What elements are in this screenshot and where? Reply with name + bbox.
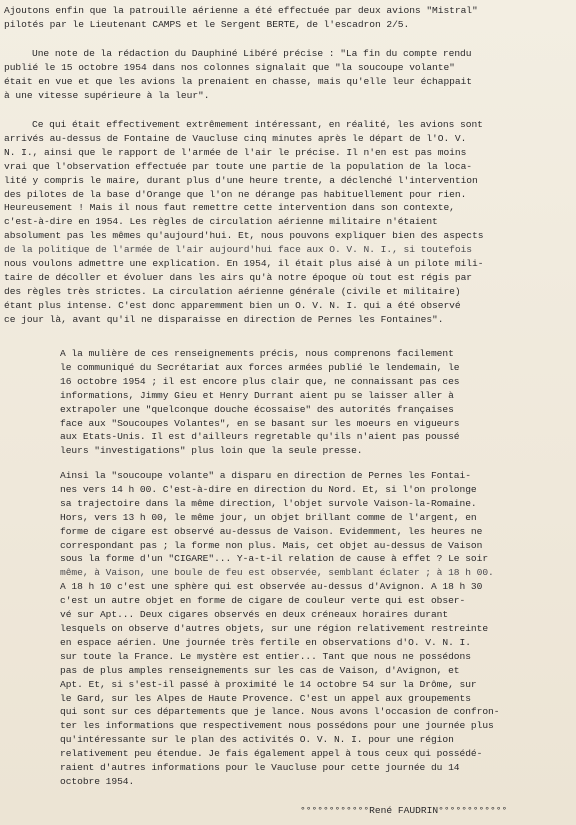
paragraph-dauphine-note [4,47,472,103]
text-line: pas de plus amples renseignements sur les cas de Vaison, d'Avignon, et [60,664,460,676]
text-line: lesquels on observe d'autres objets, sur une région relativement restreinte [60,622,489,634]
text-line: octobre 1954. [60,775,135,787]
text-line: des règles très strictes. La circulation aérienne générale (civile et militaire) [4,285,461,297]
author-signature: °°°°°°°°°°°°René FAUDRIN°°°°°°°°°°°° [300,805,508,816]
text-line: pilotés par le Lieutenant CAMPS et le Sergent BERTE, de l'escadron 2/5. [4,18,410,30]
text-line: lité y compris le maire, durant plus d'une heure trente, a déclenché l'intervention [4,174,478,186]
text-line: face aux "Soucoupes Volantes", en se basant sur les moeurs en vigueurs [60,417,460,429]
text-line: nes vers 14 h 00. C'est-à-dire en direction du Nord. Et, si l'on prolonge [60,483,477,495]
text-line: Une note de la rédaction du Dauphiné Libéré précise : "La fin du compte rendu [32,48,472,59]
text-line: des pilotes de la base d'Orange que l'on ne dérange pas habituellement pour rien. [4,188,467,200]
text-line: A la mulière de ces renseignements précis, nous comprenons facilement [60,348,454,359]
text-line: qui sont sur ces départements que je lance. Nous avons l'occasion de confron- [60,706,500,718]
text-line: nous voulons admettre une explication. En 1954, il était plus aisé à un pilote mili- [4,258,484,270]
text-line: en espace aérien. Une journée très fertile en observations d'O. V. N. I. [60,636,471,648]
text-line: raient d'autres informations pour le Vaucluse pour cette journée du 14 [60,762,460,774]
text-line: leurs "investigations" plus loin que la seule presse. [60,445,363,457]
text-line: aux Etats-Unis. Il est d'ailleurs regretable qu'ils n'aient pas poussé [60,431,460,443]
text-line: Hors, vers 13 h 00, le même jour, un objet brillant comme de l'argent, en [60,511,477,523]
text-line: Ce qui était effectivement extrêmement intéressant, en réalité, les avions sont [32,119,483,130]
text-line: A 18 h 10 c'est une sphère qui est observée au-dessus d'Avignon. A 18 h 30 [60,581,483,593]
text-line: le communiqué du Secrétariat aux forces armées publié le lendemain, le [60,361,460,373]
paragraph-patrol [4,4,478,32]
paragraph-trajectory [60,469,499,789]
text-line: extrapoler une "quelconque douche écossaise" des autorités françaises [60,403,454,415]
text-line: sous la forme d'un "CIGARE"... Y-a-t-il relation de cause à effet ? Le soir [60,553,489,565]
text-line: Apt. Et, si s'est-il passé à proximité le 14 octobre 54 sur la Drôme, sur [60,678,477,690]
text-line: Ainsi la "soucoupe volante" a disparu en direction de Pernes les Fontai- [60,470,471,481]
text-line: 16 octobre 1954 ; il est encore plus clair que, ne connaissant pas ces [60,375,460,387]
text-line: arrivés au-dessus de Fontaine de Vaucluse cinq minutes après le départ de l'O. V. [4,132,467,144]
text-line: absolument pas les mêmes qu'aujourd'hui. Et, nous pouvons expliquer bien des aspects [4,230,484,242]
text-line: c'est un autre objet en forme de cigare de couleur verte qui est obser- [60,595,466,607]
text-line: sur toute la France. Le mystère est entier... Tant que nous ne possédons [60,650,471,662]
text-line: ter les informations que respectivement nous possédons pour une journée plus [60,720,494,732]
paragraph-analysis [4,118,483,327]
text-line: N. I., ainsi que le rapport de l'armée de l'air le précise. Il n'en est pas moins [4,146,467,158]
text-line: qu'intéressante sur le plan des activités O. V. N. I. pour une région [60,734,454,746]
text-line: de la politique de l'armée de l'air aujourd'hui face aux O. V. N. I., si toutefois [4,244,472,256]
text-line: publié le 15 octobre 1954 dans nos colonnes signalait que "la soucoupe volante" [4,61,455,73]
text-line: à une vitesse supérieure à la leur". [4,89,210,101]
text-line: étant plus intense. C'est donc apparemment bien un O. V. N. I. qui a été observé [4,299,461,311]
text-line: vrai que l'observation effectuée par toute une partie de la population de la loca- [4,160,472,172]
text-line: ce jour là, avant qu'il ne disparaisse en direction de Pernes les Fontaines". [4,313,444,325]
text-line: c'est-à-dire en 1954. Les règles de circulation aérienne militaire n'étaient [4,216,438,228]
paragraph-communique [60,347,460,458]
text-line: était en vue et que les avions la prenaient en chasse, mais qu'elle leur échappait [4,75,472,87]
text-line: le Gard, sur les Alpes de Haute Provence. C'est un appel aux groupements [60,692,471,704]
text-line: vé sur Apt... Deux cigares observés en deux créneaux horaires durant [60,609,449,621]
text-line: même, à Vaison, une boule de feu est observée, semblant éclater ; à 18 h 00. [60,567,494,579]
text-line: relativement peu étendue. Je fais également appel à tous ceux qui possédé- [60,748,483,760]
text-line: taire de décoller et évoluer dans les airs qu'à notre époque où tout est régis par [4,271,472,283]
text-line: informations, Jimmy Gieu et Henry Durrant aient pu se laisser aller à [60,389,454,401]
text-line: sa trajectoire dans la même direction, l'objet survole Vaison-la-Romaine. [60,497,477,509]
text-line: Ajoutons enfin que la patrouille aérienne a été effectuée par deux avions "Mistral" [4,5,478,16]
text-line: forme de cigare est observé au-dessus de Vaison. Evidemment, les heures ne [60,525,483,537]
text-line: Heureusement ! Mais il nous faut remettre cette intervention dans son contexte, [4,202,455,214]
text-line: correspondant pas ; la forme non plus. Mais, cet objet au-dessus de Vaison [60,539,483,551]
